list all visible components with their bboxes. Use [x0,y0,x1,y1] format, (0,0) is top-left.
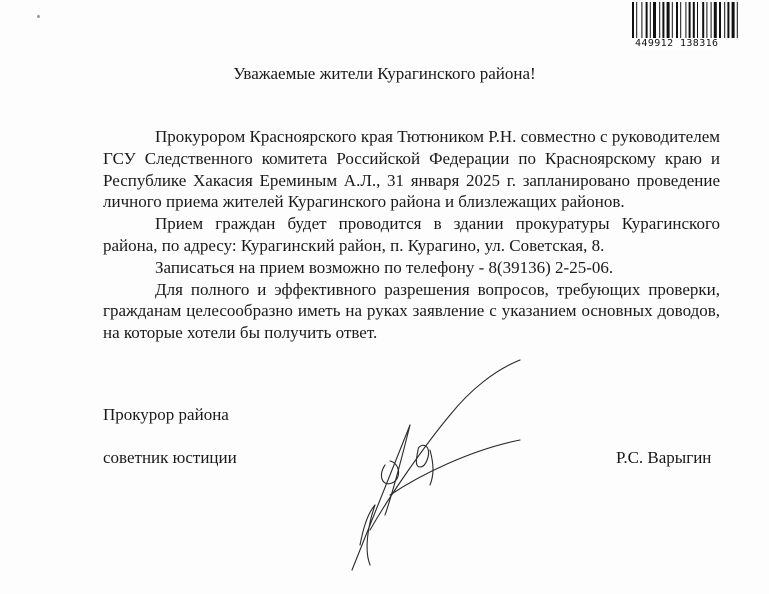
barcode-bar [653,2,656,38]
barcode-bar [680,2,681,38]
paragraph-2: Прием граждан будет проводится в здании прокуратуры Курагинского района, по адресу: Курагинский район, п. Курагино, ул. Советская, 8. [103,214,720,255]
signatory-rank: советник юстиции [103,448,237,467]
barcode-bars [630,2,765,42]
barcode-bar [641,2,642,38]
barcode-bar [632,2,634,38]
barcode-bar [737,2,738,38]
barcode-bar [676,2,678,38]
signatory-name: Р.С. Варыгин [616,448,712,467]
paragraph-4: Для полного и эффективного разрешения вопросов, требующих проверки, гражданам целесообразно иметь на руках заявление с указанием основных доводов, на которые хотели бы получить ответ. [103,279,720,343]
barcode-bar [672,2,673,38]
barcode-bar [636,2,637,38]
letter-body [103,126,720,344]
barcode-bar [724,2,725,38]
barcode-bar [693,2,695,38]
barcode-bar [650,2,651,38]
barcode [630,2,765,54]
barcode-number: 449912 138316 [635,38,719,49]
barcode-bar [646,2,648,38]
handwritten-signature [330,355,550,585]
signatory-title: Прокурор района [103,405,229,424]
letter-greeting: Уважаемые жители Курагинского района! [233,64,536,83]
barcode-bar [732,2,735,38]
scan-speck [37,15,40,18]
barcode-bar [662,2,664,38]
barcode-bar [719,2,721,38]
barcode-bar [727,2,729,38]
barcode-bar [667,2,670,38]
barcode-bar [685,2,686,38]
barcode-bar [702,2,704,38]
barcode-bar [706,2,707,38]
barcode-bar [659,2,660,38]
barcode-bar [714,2,717,38]
paragraph-3: Записаться на прием возможно по телефону - 8(39136) 2-25-06. [155,257,614,277]
paragraph-1: Прокурором Красноярского края Тютюником Р.Н. совместно с руководителем ГСУ Следственного комитета Российской Федерации по Красноярскому краю и Республике Хакасия Ереминым А.Л., 31 января 2025 г. запланировано проведение личного приема жителей Курагинского района и близлежащих районов. [103,127,720,212]
barcode-bar [697,2,698,38]
barcode-bar [711,2,712,38]
barcode-bar [689,2,691,38]
